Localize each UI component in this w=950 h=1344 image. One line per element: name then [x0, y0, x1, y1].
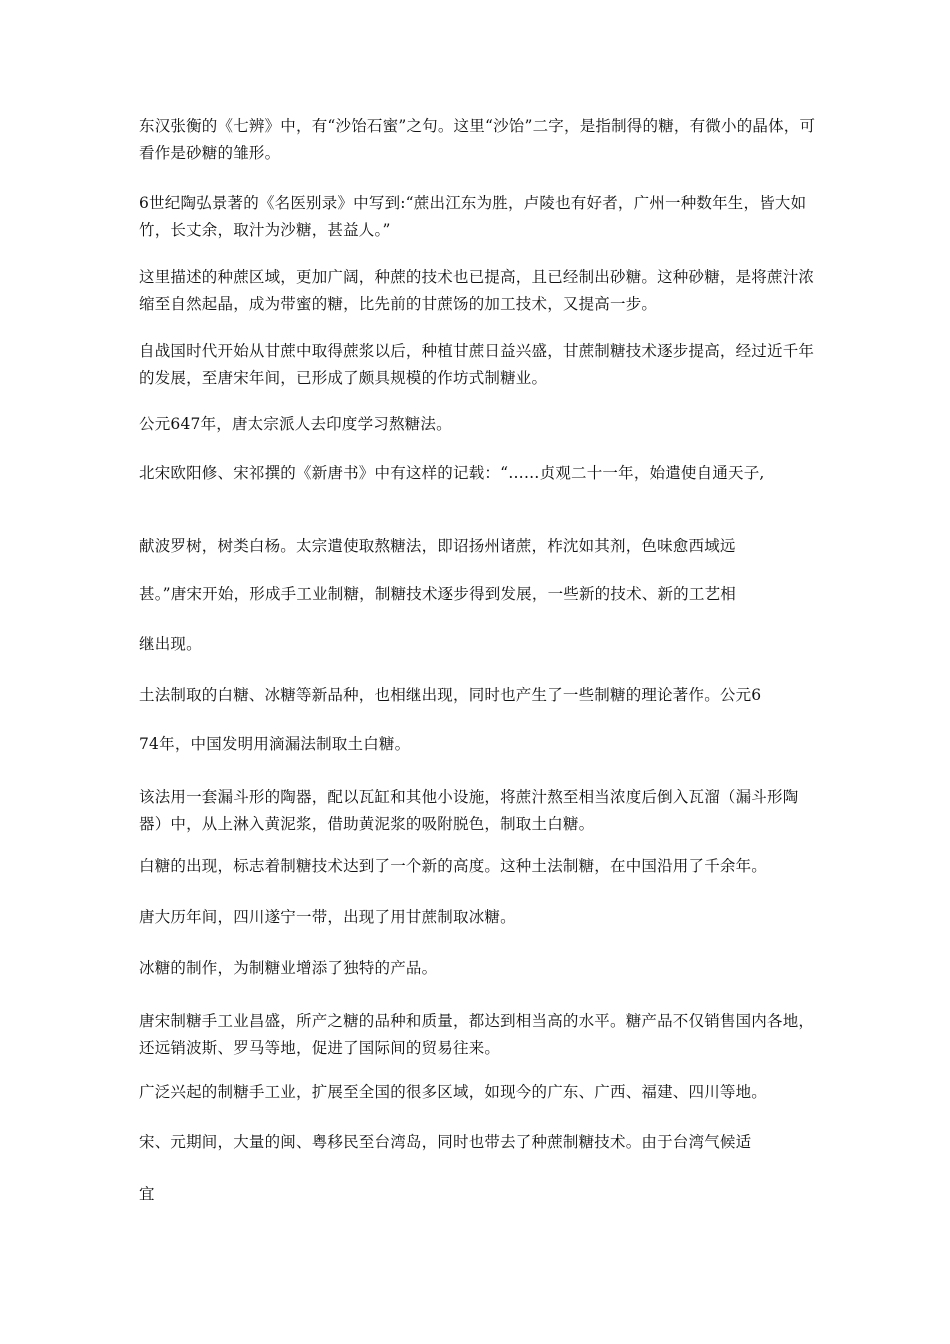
paragraph-rock-sugar: 冰糖的制作，为制糖业增添了独特的产品。: [139, 959, 438, 977]
paragraph-xintangshu: 北宋欧阳修、宋祁撰的《新唐书》中有这样的记载：“……贞观二十一年，始遣使自通天子,: [139, 464, 765, 482]
paragraph-tangsong-start: 甚。”唐宋开始，形成手工业制糖，制糖技术逐步得到发展，一些新的技术、新的工艺相: [139, 585, 736, 603]
paragraph-taohongjing: 6世纪陶弘景著的《名医别录》中写到:“蔗出江东为胜，卢陵也有好者，广州一种数年生，皆大如竹，长丈余，取汁为沙糖，甚益人。”: [139, 194, 807, 239]
paragraph-yi: 宜: [139, 1185, 155, 1203]
paragraph-planting-region: 这里描述的种蔗区域，更加广阔，种蔗的技术也已提高，且已经制出砂糖。这种砂糖，是将蔗汁浓缩至自然起晶，成为带蜜的糖，比先前的甘蔗饧的加工技术，又提高一步。: [139, 268, 815, 313]
paragraph-ad674: 74年，中国发明用滴漏法制取土白糖。: [139, 735, 411, 753]
paragraph-taiwan: 宋、元期间，大量的闽、粤移民至台湾岛，同时也带去了种蔗制糖技术。由于台湾气候适: [139, 1133, 752, 1151]
paragraph-zhangheng: 东汉张衡的《七辨》中，有“沙饴石蜜”之句。这里“沙饴”二字，是指制得的糖，有微小的晶体，可看作是砂糖的雏形。: [139, 117, 816, 162]
paragraph-dali-era: 唐大历年间，四川遂宁一带，出现了用甘蔗制取冰糖。: [139, 908, 516, 926]
paragraph-warring-states: 自战国时代开始从甘蔗中取得蔗浆以后，种植甘蔗日益兴盛，甘蔗制糖技术逐步提高，经过近千年的发展，至唐宋年间，已形成了颇具规模的作坊式制糖业。: [139, 342, 815, 387]
paragraph-ad647: 公元647年，唐太宗派人去印度学习熬糖法。: [139, 415, 452, 433]
paragraph-white-sugar: 土法制取的白糖、冰糖等新品种，也相继出现，同时也产生了一些制糖的理论著作。公元6: [139, 686, 762, 704]
paragraph-drip-method: 该法用一套漏斗形的陶器，配以瓦缸和其他小设施，将蔗汁熬至相当浓度后倒入瓦溜（漏斗形陶器）中，从上淋入黄泥浆，借助黄泥浆的吸附脱色，制取土白糖。: [139, 788, 799, 833]
paragraph-continued: 继出现。: [139, 635, 202, 653]
paragraph-trade: 唐宋制糖手工业昌盛，所产之糖的品种和质量，都达到相当高的水平。糖产品不仅销售国内各地，还远销波斯、罗马等地，促进了国际间的贸易往来。: [139, 1012, 815, 1057]
paragraph-boluoshu: 献波罗树，树类白杨。太宗遣使取熬糖法，即诏扬州诸蔗，柞沈如其剂，色味愈西域远: [139, 537, 736, 555]
paragraph-expansion: 广泛兴起的制糖手工业，扩展至全国的很多区域，如现今的广东、广西、福建、四川等地。: [139, 1083, 768, 1101]
paragraph-white-sugar-significance: 白糖的出现，标志着制糖技术达到了一个新的高度。这种土法制糖，在中国沿用了千余年。: [139, 857, 768, 875]
